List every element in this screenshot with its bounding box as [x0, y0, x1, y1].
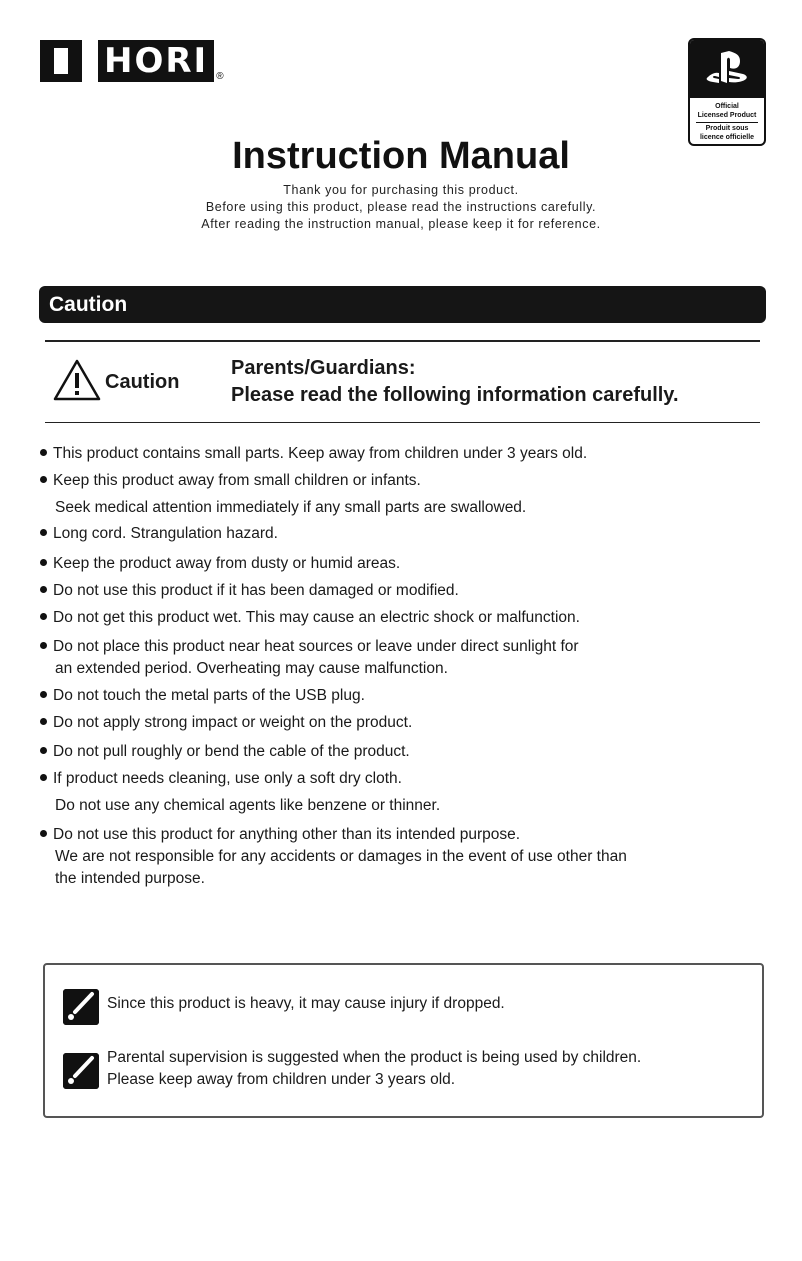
bullet-icon: [40, 642, 47, 649]
notice-line: Please keep away from children under 3 years old.: [107, 1071, 456, 1088]
notice-text: [107, 993, 505, 1015]
page-title: Instruction Manual: [232, 135, 570, 177]
item-text: This product contains small parts. Keep away from children under 3 years old.: [53, 445, 588, 462]
list-item: [40, 607, 580, 629]
item-text: Seek medical attention immediately if any small parts are swallowed.: [55, 499, 527, 516]
intro-line: After reading the instruction manual, please keep it for reference.: [201, 217, 601, 231]
item-text: We are not responsible for any accidents or damages in the event of use other than: [55, 848, 627, 865]
bullet-icon: [40, 613, 47, 620]
playstation-logo-icon: [690, 40, 764, 98]
brand-name: HORI: [98, 40, 214, 82]
list-item: [40, 470, 526, 519]
guardian-notice: [231, 355, 679, 409]
item-text: If product needs cleaning, use only a soft dry cloth.: [53, 770, 402, 787]
item-text: Keep the product away from dusty or humid areas.: [53, 555, 401, 572]
guardian-line-1: Parents/Guardians:: [231, 357, 416, 379]
intro-line: Before using this product, please read the instructions carefully.: [205, 200, 597, 214]
item-text: an extended period. Overheating may cause malfunction.: [55, 660, 448, 677]
bullet-icon: [40, 476, 47, 483]
list-item: [40, 523, 278, 545]
item-text: Do not get this product wet. This may cause an electric shock or malfunction.: [53, 609, 580, 626]
bullet-icon: [40, 449, 47, 456]
item-text: Long cord. Strangulation hazard.: [53, 525, 278, 542]
registered-mark: ®: [216, 71, 224, 82]
list-item: [40, 685, 365, 707]
notice-text: [107, 1047, 641, 1091]
bullet-icon: [40, 774, 47, 781]
notice-line: Parental supervision is suggested when the product is being used by children.: [107, 1049, 642, 1066]
bullet-icon: [40, 586, 47, 593]
badge-line-4: licence officielle: [699, 134, 755, 141]
caution-section-header: [39, 286, 766, 323]
guardian-line-2: Please read the following information carefully.: [231, 384, 679, 406]
divider: [45, 422, 760, 423]
caution-heading: Caution: [49, 293, 128, 316]
item-text: Do not use this product if it has been damaged or modified.: [53, 582, 459, 599]
list-item: [40, 636, 579, 680]
list-item: [40, 553, 400, 575]
bullet-icon: [40, 830, 47, 837]
bullet-icon: [40, 747, 47, 754]
item-text: Do not touch the metal parts of the USB plug.: [53, 687, 365, 704]
item-text: Keep this product away from small children or infants.: [53, 472, 421, 489]
intro-line: Thank you for purchasing this product.: [283, 183, 519, 197]
list-item: [40, 824, 627, 890]
caution-mark-icon: [63, 989, 99, 1025]
item-text: Do not use this product for anything other than its intended purpose.: [53, 826, 521, 843]
hori-logo: [40, 40, 224, 82]
badge-line-1: Official: [715, 103, 739, 110]
caution-mark-icon: [63, 1053, 99, 1089]
logo-mark: [40, 40, 82, 82]
list-item: [40, 741, 410, 763]
item-text: Do not pull roughly or bend the cable of the product.: [53, 743, 410, 760]
bullet-icon: [40, 529, 47, 536]
intro-text: [0, 182, 802, 233]
divider: [45, 340, 760, 342]
list-item: [40, 712, 412, 734]
badge-line-2: Licensed Product: [697, 112, 757, 119]
bullet-icon: [40, 559, 47, 566]
caution-label: Caution: [105, 371, 180, 393]
item-text: Do not place this product near heat sources or leave under direct sunlight for: [53, 638, 579, 655]
item-text: Do not use any chemical agents like benzene or thinner.: [55, 797, 441, 814]
badge-line-3: Produit sous: [705, 125, 749, 132]
list-item: [40, 768, 440, 817]
notice-line: Since this product is heavy, it may cause injury if dropped.: [107, 995, 505, 1012]
item-text: the intended purpose.: [55, 870, 205, 887]
warning-triangle-icon: [53, 358, 101, 402]
notice-box: [43, 963, 764, 1118]
list-item: [40, 443, 587, 465]
list-item: [40, 580, 459, 602]
bullet-icon: [40, 718, 47, 725]
item-text: Do not apply strong impact or weight on the product.: [53, 714, 413, 731]
license-badge: [688, 38, 766, 146]
bullet-icon: [40, 691, 47, 698]
